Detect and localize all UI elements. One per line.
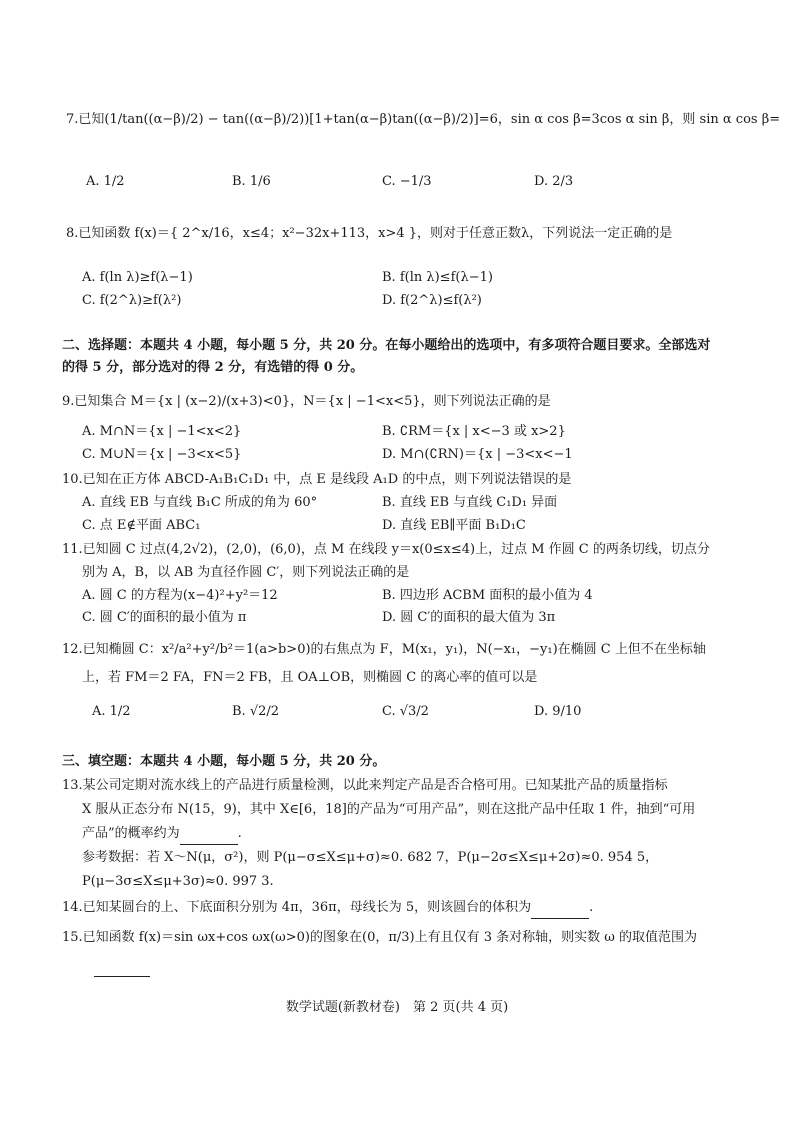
q13-period: .: [237, 826, 242, 841]
page-footer: 数学试题(新教材卷) 第 2 页(共 4 页): [285, 1000, 509, 1015]
q9-option-b: B. ∁RM＝{x | x<−3 或 x>2}: [382, 424, 566, 439]
q10-option-d: D. 直线 EB∥平面 B₁D₁C: [382, 518, 526, 533]
q14-stem: 14.已知某圆台的上、下底面积分别为 4π，36π，母线长为 5，则该圆台的体积为: [62, 900, 532, 915]
q8-option-c: C. f(2^λ)≥f(λ²): [82, 293, 182, 308]
q8-option-b: B. f(ln λ)≤f(λ−1): [382, 270, 493, 285]
q9-option-d: D. M∩(∁RN)＝{x | −3<x<−1: [382, 447, 573, 462]
q14-answer-blank: [531, 898, 589, 919]
q7-option-c: C. −1/3: [382, 174, 432, 189]
q10-stem: 10.已知在正方体 ABCD-A₁B₁C₁D₁ 中，点 E 是线段 A₁D 的中点，则下列说法错误的是: [62, 472, 572, 487]
q12-stem-line2: 上，若 FM＝2 FA，FN＝2 FB，且 OA⊥OB，则椭圆 C 的离心率的值可以是: [82, 670, 538, 685]
q13-line2: X 服从正态分布 N(15，9)，其中 X∈[6，18]的产品为“可用产品”，则在这批产品中任取 1 件，抽到“可用: [82, 802, 696, 817]
q9-option-a: A. M∩N＝{x | −1<x<2}: [82, 424, 242, 439]
q8-option-d: D. f(2^λ)≤f(λ²): [382, 293, 482, 308]
q7-stem: 7.已知(1/tan((α−β)/2) − tan((α−β)/2))[1+tan(α−β)tan((α−β)/2)]=6，sin α cos β=3cos α sin β，则 sin α cos β=: [66, 112, 781, 127]
q10-option-a: A. 直线 EB 与直线 B₁C 所成的角为 60°: [82, 495, 318, 510]
q12-option-c: C. √3/2: [382, 704, 429, 719]
q13-reference-line2: P(μ−3σ≤X≤μ+3σ)≈0. 997 3.: [82, 874, 274, 889]
section3-heading: 三、填空题：本题共 4 小题，每小题 5 分，共 20 分。: [62, 754, 386, 769]
q7-option-b: B. 1/6: [232, 174, 271, 189]
q11-option-b: B. 四边形 ACBM 面积的最小值为 4: [382, 588, 593, 603]
q11-option-d: D. 圆 C′的面积的最大值为 3π: [382, 610, 556, 625]
q13-line3-text: 产品”的概率约为: [82, 826, 180, 841]
q15-stem: 15.已知函数 f(x)＝sin ωx+cos ωx(ω>0)的图象在(0，π/3)上有且仅有 3 条对称轴，则实数 ω 的取值范围为: [62, 930, 698, 945]
q12-option-a: A. 1/2: [92, 704, 131, 719]
q11-stem-line2: 别为 A，B，以 AB 为直径作圆 C′，则下列说法正确的是: [82, 565, 410, 580]
section2-heading-line2: 的得 5 分，部分选对的得 2 分，有选错的得 0 分。: [62, 360, 364, 375]
section2-heading-line1: 二、选择题：本题共 4 小题，每小题 5 分，共 20 分。在每小题给出的选项中，有多项符合题目要求。全部选对: [62, 338, 711, 353]
q13-line3: [82, 824, 242, 845]
q10-option-b: B. 直线 EB 与直线 C₁D₁ 异面: [382, 495, 558, 510]
q14-period: .: [589, 900, 594, 915]
q13-answer-blank: [180, 824, 238, 845]
q12-stem-line1: 12.已知椭圆 C：x²/a²+y²/b²＝1(a>b>0)的右焦点为 F，M(x₁，y₁)，N(−x₁，−y₁)在椭圆 C 上但不在坐标轴: [62, 642, 706, 657]
q8-stem: 8.已知函数 f(x)＝{ 2^x/16，x≤4；x²−32x+113，x>4 }，则对于任意正数λ，下列说法一定正确的是: [66, 226, 673, 241]
q7-option-d: D. 2/3: [534, 174, 574, 189]
q10-option-c: C. 点 E∉平面 ABC₁: [82, 518, 201, 533]
q13-line1: 13.某公司定期对流水线上的产品进行质量检测，以此来判定产品是否合格可用。已知某批产品的质量指标: [62, 778, 668, 793]
q14-line: [62, 898, 593, 919]
q12-option-d: D. 9/10: [534, 704, 582, 719]
q13-reference-line1: 参考数据：若 X～N(μ，σ²)，则 P(μ−σ≤X≤μ+σ)≈0. 682 7，P(μ−2σ≤X≤μ+2σ)≈0. 954 5，: [82, 850, 659, 865]
q11-stem-line1: 11.已知圆 C 过点(4,2√2)，(2,0)，(6,0)，点 M 在线段 y＝x(0≤x≤4)上，过点 M 作圆 C 的两条切线，切点分: [62, 542, 710, 557]
q7-option-a: A. 1/2: [86, 174, 125, 189]
q9-option-c: C. M∪N＝{x | −3<x<5}: [82, 447, 242, 462]
q8-option-a: A. f(ln λ)≥f(λ−1): [82, 270, 193, 285]
q12-option-b: B. √2/2: [232, 704, 280, 719]
q11-option-a: A. 圆 C 的方程为(x−4)²+y²＝12: [82, 588, 278, 603]
q9-stem: 9.已知集合 M＝{x | (x−2)/(x+3)<0}，N＝{x | −1<x<5}，则下列说法正确的是: [62, 394, 551, 409]
q15-answer-blank: [94, 956, 150, 977]
q11-option-c: C. 圆 C′的面积的最小值为 π: [82, 610, 247, 625]
